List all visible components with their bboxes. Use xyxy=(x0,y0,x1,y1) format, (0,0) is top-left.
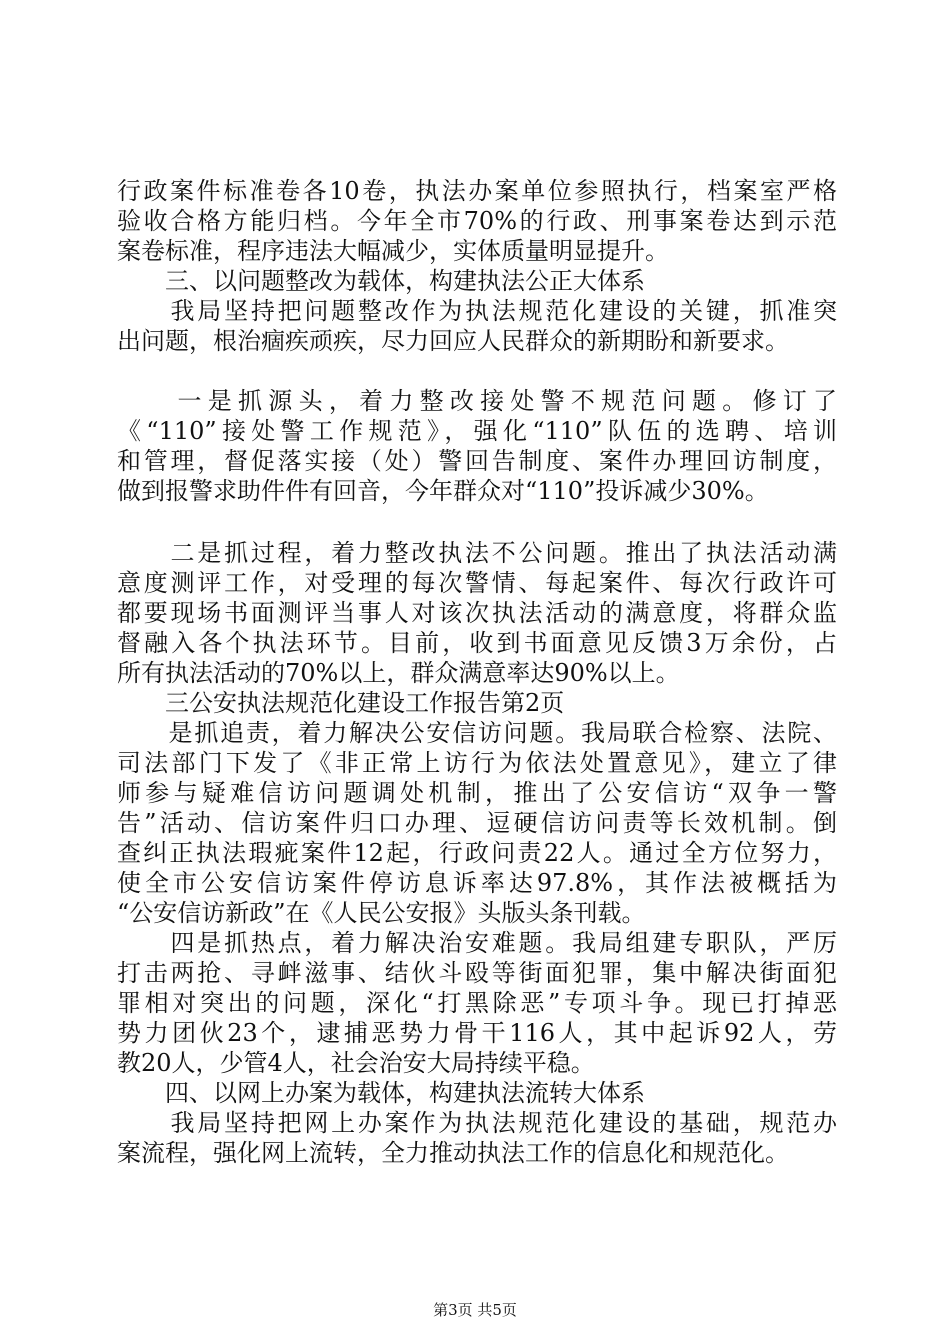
section-heading: 四、以网上办案为载体，构建执法流转大体系 xyxy=(117,1079,645,1107)
page-title-line: 三公安执法规范化建设工作报告第2页 xyxy=(117,689,565,717)
body-text-line: 告”活动、信访案件归口办理、逗硬信访问责等长效机制。倒 xyxy=(117,809,837,837)
body-text-line: 《“110”接处警工作规范》，强化“110”队伍的选聘、培训 xyxy=(117,417,837,445)
body-text-line: 我局坚持把网上办案作为执法规范化建设的基础，规范办 xyxy=(117,1109,837,1137)
body-text-line: 行政案件标准卷各10卷，执法办案单位参照执行，档案室严格 xyxy=(117,177,837,205)
body-text-line: 案流程，强化网上流转，全力推动执法工作的信息化和规范化。 xyxy=(117,1139,789,1167)
section-heading: 三、以问题整改为载体，构建执法公正大体系 xyxy=(117,267,645,295)
body-text-line: 二是抓过程，着力整改执法不公问题。推出了执法活动满 xyxy=(117,539,837,567)
body-text-line: 督融入各个执法环节。目前，收到书面意见反馈3万余份，占 xyxy=(117,629,837,657)
body-text-line: 司法部门下发了《非正常上访行为依法处置意见》，建立了律 xyxy=(117,749,837,777)
body-text-line: 四是抓热点，着力解决治安难题。我局组建专职队，严厉 xyxy=(117,929,837,957)
body-text-line: 使全市公安信访案件停访息诉率达97.8%，其作法被概括为 xyxy=(117,869,837,897)
body-text-line: 势力团伙23个，逮捕恶势力骨干116人，其中起诉92人，劳 xyxy=(117,1019,837,1047)
body-text-line: 所有执法活动的70%以上，群众满意率达90%以上。 xyxy=(117,659,680,687)
body-text-line: 案卷标准，程序违法大幅减少，实体质量明显提升。 xyxy=(117,237,669,265)
body-text-line: 是抓追责，着力解决公安信访问题。我局联合检察、法院、 xyxy=(117,719,837,747)
body-text-line: 罪相对突出的问题，深化“打黑除恶”专项斗争。现已打掉恶 xyxy=(117,989,837,1017)
body-text-line: 师参与疑难信访问题调处机制，推出了公安信访“双争一警 xyxy=(117,779,837,807)
body-text-line: 做到报警求助件件有回音，今年群众对“110”投诉减少30%。 xyxy=(117,477,769,505)
body-text-line: 验收合格方能归档。今年全市70%的行政、刑事案卷达到示范 xyxy=(117,207,837,235)
body-text-line: “公安信访新政”在《人民公安报》头版头条刊载。 xyxy=(117,899,646,927)
body-text-line: 意度测评工作，对受理的每次警情、每起案件、每次行政许可 xyxy=(117,569,837,597)
body-text-line: 出问题，根治痼疾顽疾，尽力回应人民群众的新期盼和新要求。 xyxy=(117,327,789,355)
body-text-line: 都要现场书面测评当事人对该次执法活动的满意度，将群众监 xyxy=(117,599,837,627)
body-text-line: 我局坚持把问题整改作为执法规范化建设的关键，抓准突 xyxy=(117,297,837,325)
body-text-line: 和管理，督促落实接（处）警回告制度、案件办理回访制度， xyxy=(117,447,837,475)
body-text-line: 查纠正执法瑕疵案件12起，行政问责22人。通过全方位努力， xyxy=(117,839,837,867)
body-text-line: 一是抓源头，着力整改接处警不规范问题。修订了 xyxy=(117,387,837,415)
body-text-line: 教20人，少管4人，社会治安大局持续平稳。 xyxy=(117,1049,595,1077)
body-text-line: 打击两抢、寻衅滋事、结伙斗殴等街面犯罪，集中解决街面犯 xyxy=(117,959,837,987)
page-footer: 第3页 共5页 xyxy=(433,1301,517,1319)
